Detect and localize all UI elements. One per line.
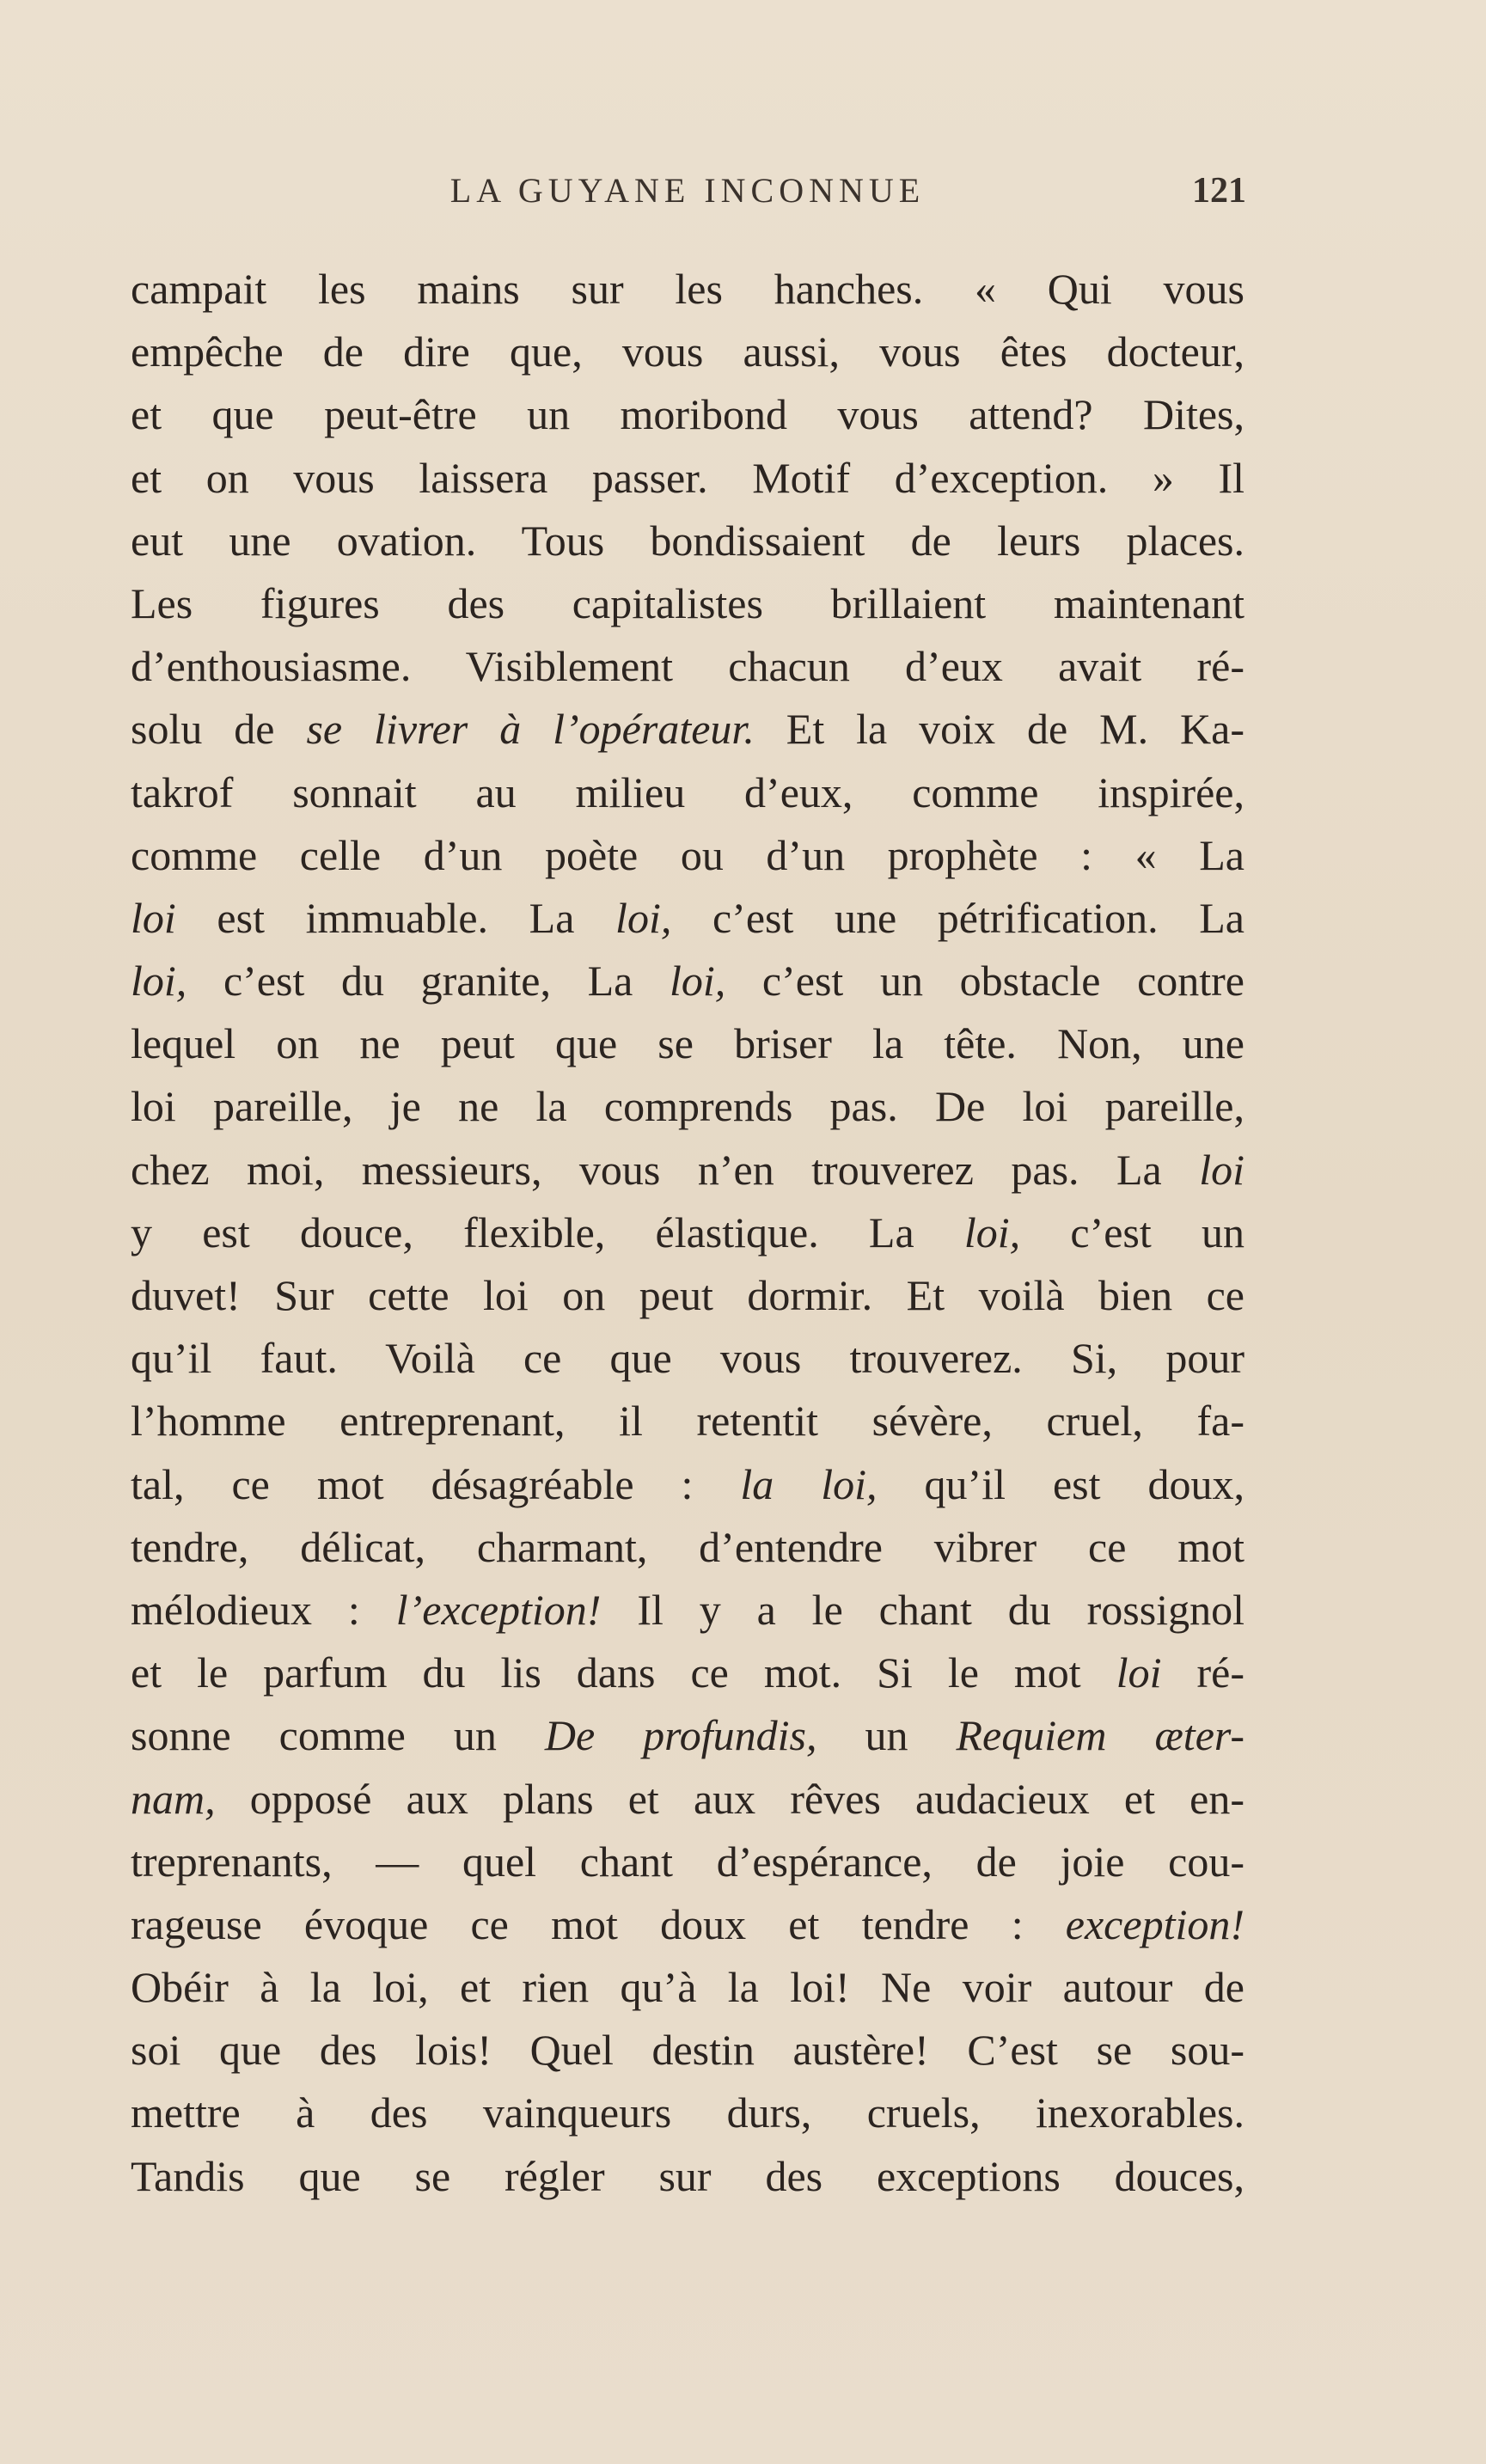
italic-text: l’exception! bbox=[395, 1585, 602, 1634]
text-span: campait les mains sur les hanches. « Qui vous bbox=[131, 265, 1244, 313]
text-line bbox=[131, 1516, 1244, 1579]
text-line bbox=[131, 1642, 1244, 1704]
italic-text: nam, bbox=[131, 1774, 216, 1823]
text-line bbox=[131, 1704, 1244, 1767]
text-span: l’homme entreprenant, il retentit sévère, cruel, fa- bbox=[131, 1397, 1244, 1446]
text-span: Les figures des capitalistes brillaient maintenant bbox=[131, 578, 1244, 627]
text-span: rageuse évoque ce mot doux et tendre : bbox=[131, 1899, 1066, 1948]
text-line bbox=[131, 510, 1244, 572]
italic-text: loi, bbox=[615, 893, 672, 942]
text-span: qu’il faut. Voilà ce que vous trouverez. Si, pour bbox=[131, 1334, 1244, 1383]
text-span: opposé aux plans et aux rêves audacieux et en- bbox=[215, 1774, 1244, 1823]
text-line bbox=[131, 950, 1244, 1012]
italic-text: exception! bbox=[1065, 1899, 1244, 1948]
text-line bbox=[131, 1264, 1244, 1327]
italic-text: la loi, bbox=[740, 1459, 878, 1508]
text-line bbox=[131, 1453, 1244, 1516]
text-line bbox=[131, 2082, 1244, 2144]
text-line bbox=[131, 1075, 1244, 1138]
text-line bbox=[131, 761, 1244, 824]
text-span: solu de bbox=[131, 705, 307, 754]
text-span: c’est un obstacle contre bbox=[725, 957, 1245, 1006]
text-line bbox=[131, 1012, 1244, 1075]
body-text bbox=[131, 258, 1244, 2208]
page-header bbox=[129, 170, 1246, 222]
text-line bbox=[131, 698, 1244, 761]
text-line bbox=[131, 635, 1244, 698]
text-line bbox=[131, 1139, 1244, 1201]
text-line bbox=[131, 1768, 1244, 1831]
text-span: Tandis que se régler sur des exceptions douces, bbox=[131, 2151, 1244, 2200]
text-line bbox=[131, 1831, 1244, 1893]
text-span: empêche de dire que, vous aussi, vous êtes docteur, bbox=[131, 327, 1244, 376]
text-line bbox=[131, 447, 1244, 510]
page-number: 121 bbox=[1192, 171, 1246, 211]
text-span: c’est un bbox=[1020, 1208, 1244, 1256]
italic-text: se livrer à l’opérateur. bbox=[306, 705, 755, 754]
text-span: un bbox=[816, 1711, 957, 1760]
text-span: sonne comme un bbox=[131, 1711, 545, 1760]
text-line bbox=[131, 383, 1244, 446]
text-span: Et la voix de M. Ka- bbox=[754, 705, 1245, 754]
italic-text: loi, bbox=[669, 957, 726, 1006]
text-span: soi que des lois! Quel destin austère! C’est se sou- bbox=[131, 2026, 1244, 2075]
text-line bbox=[131, 1327, 1244, 1390]
text-span: ré- bbox=[1161, 1648, 1244, 1697]
text-span: et on vous laissera passer. Motif d’exception. » Il bbox=[131, 453, 1244, 502]
italic-text: loi, bbox=[963, 1208, 1021, 1256]
running-title: LA GUYANE INCONNUE bbox=[449, 171, 926, 210]
text-span: d’enthousiasme. Visiblement chacun d’eux avait ré- bbox=[131, 642, 1244, 691]
italic-text: loi bbox=[1116, 1648, 1162, 1697]
text-span: takrof sonnait au milieu d’eux, comme inspirée, bbox=[131, 767, 1244, 816]
text-line bbox=[131, 2145, 1244, 2208]
text-line bbox=[131, 1579, 1244, 1642]
text-span: lequel on ne peut que se briser la tête. Non, une bbox=[131, 1019, 1244, 1068]
text-line bbox=[131, 258, 1244, 321]
text-span: comme celle d’un poète ou d’un prophète : « La bbox=[131, 830, 1244, 879]
italic-text: Requiem æter- bbox=[956, 1711, 1244, 1760]
text-span: Obéir à la loi, et rien qu’à la loi! Ne voir autour de bbox=[131, 1963, 1244, 2012]
text-line bbox=[131, 1893, 1244, 1956]
text-span: mélodieux : bbox=[131, 1585, 396, 1634]
text-span: mettre à des vainqueurs durs, cruels, inexorables. bbox=[131, 2088, 1244, 2137]
italic-text: loi bbox=[1199, 1145, 1244, 1194]
text-span: est immuable. La bbox=[175, 893, 616, 942]
text-line bbox=[131, 887, 1244, 950]
text-line bbox=[131, 1390, 1244, 1452]
italic-text: loi, bbox=[131, 957, 187, 1006]
text-span: duvet! Sur cette loi on peut dormir. Et voilà bien ce bbox=[131, 1271, 1244, 1319]
text-span: treprenants, — quel chant d’espérance, de joie cou- bbox=[131, 1837, 1244, 1886]
italic-text: loi bbox=[131, 893, 176, 942]
text-line bbox=[131, 1201, 1244, 1264]
text-line bbox=[131, 572, 1244, 635]
text-span: chez moi, messieurs, vous n’en trouverez pas. La bbox=[131, 1145, 1200, 1194]
text-line bbox=[131, 1956, 1244, 2019]
italic-text: De profundis, bbox=[544, 1711, 817, 1760]
text-span: y est douce, flexible, élastique. La bbox=[131, 1208, 964, 1256]
text-span: tal, ce mot désagréable : bbox=[131, 1459, 741, 1508]
text-span: c’est une pétrification. La bbox=[671, 893, 1244, 942]
text-span: c’est du granite, La bbox=[187, 957, 670, 1006]
text-span: et le parfum du lis dans ce mot. Si le mot bbox=[131, 1648, 1116, 1697]
text-span: Il y a le chant du rossignol bbox=[601, 1585, 1244, 1634]
text-line bbox=[131, 2019, 1244, 2082]
text-span: qu’il est doux, bbox=[877, 1459, 1244, 1508]
text-span: tendre, délicat, charmant, d’entendre vibrer ce mot bbox=[131, 1522, 1244, 1571]
text-span: et que peut-être un moribond vous attend? Dites, bbox=[131, 390, 1244, 439]
text-span: eut une ovation. Tous bondissaient de leurs places. bbox=[131, 516, 1244, 565]
text-span: loi pareille, je ne la comprends pas. De loi pareille, bbox=[131, 1082, 1244, 1131]
text-line bbox=[131, 824, 1244, 887]
text-line bbox=[131, 321, 1244, 383]
